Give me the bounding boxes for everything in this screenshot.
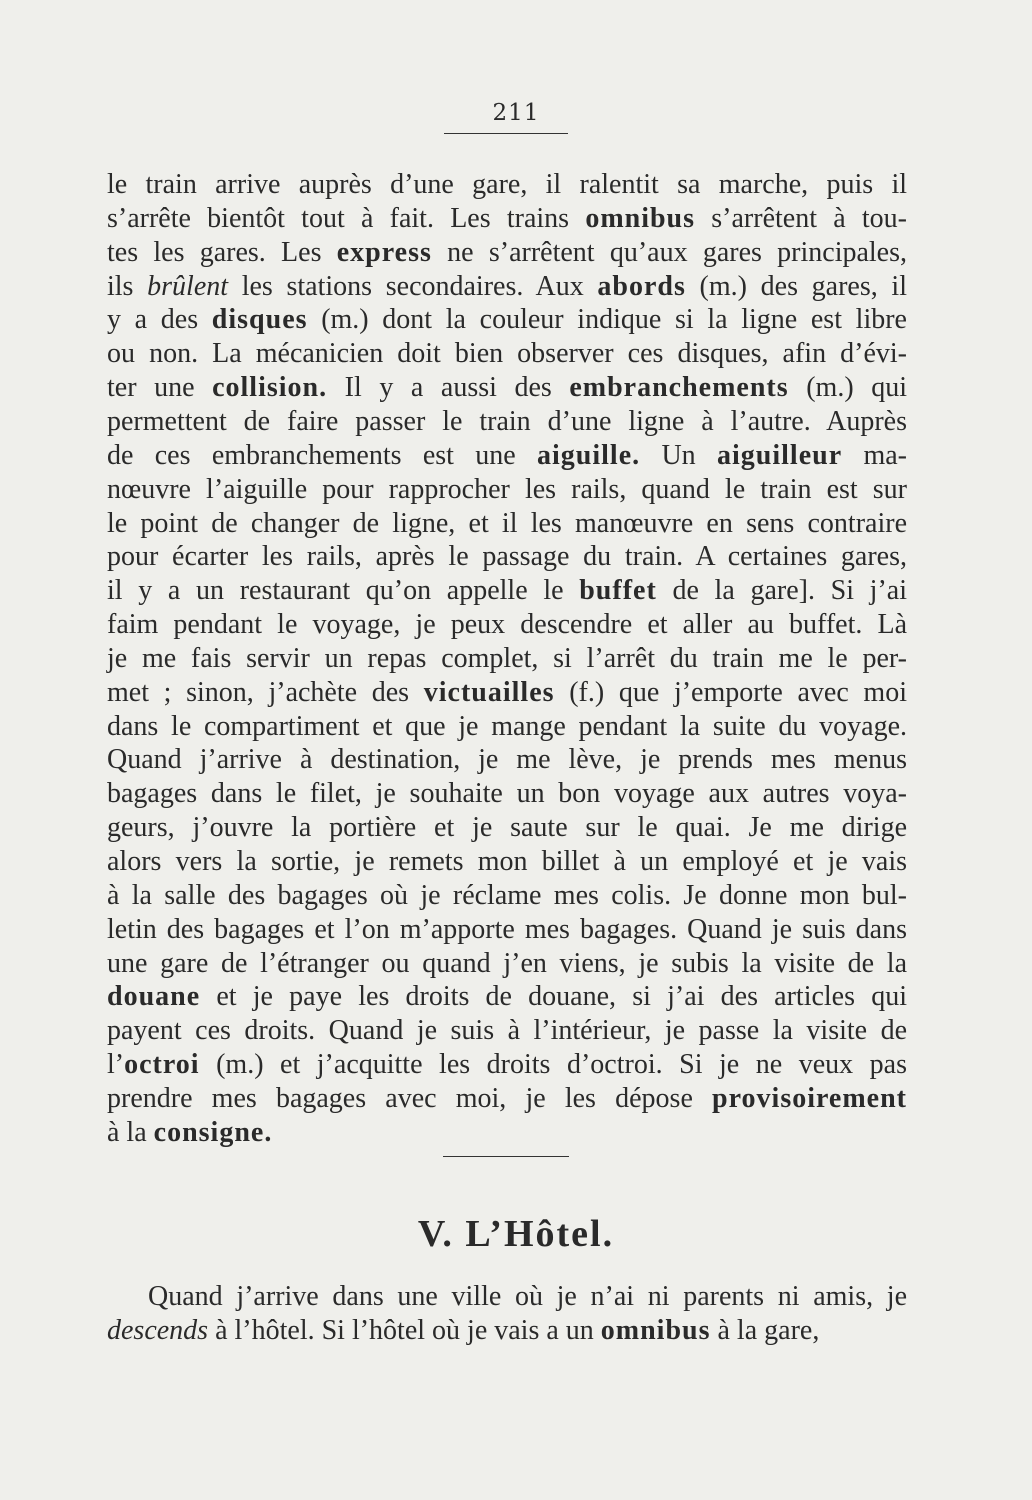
bold-term: aiguilleur (717, 439, 843, 471)
text-run: tes les gares. Les (107, 236, 337, 268)
text-run: bagages dans le filet, je souhaite un bon voyage aux autres voya- (107, 778, 907, 810)
text-run: prendre mes bagages avec moi, je les dépose (107, 1082, 713, 1114)
text-run: (m.) des gares, il (685, 270, 907, 302)
text-line (107, 337, 907, 371)
text-run: les stations secondaires. Aux (228, 270, 598, 302)
text-line (107, 540, 907, 574)
italic-term: brûlent (147, 270, 229, 302)
text-run: dans le compartiment et que je mange pendant la suite du voyage. (107, 710, 907, 742)
text-line (107, 980, 907, 1014)
text-line (107, 303, 907, 337)
bold-term: express (336, 236, 432, 268)
bold-term: omnibus (585, 202, 696, 234)
text-run: pour écarter les rails, après le passage du train. A certaines gares, (107, 541, 907, 573)
text-run: ma- (842, 439, 907, 471)
text-line (107, 947, 907, 981)
bold-term: embranchements (569, 372, 789, 404)
text-run: et je paye les droits de douane, si j’ai des articles qui (200, 981, 907, 1013)
text-line (107, 879, 907, 913)
text-line (107, 270, 907, 304)
text-line (107, 1082, 907, 1116)
text-line (107, 507, 907, 541)
bold-term: collision. (212, 372, 328, 404)
bold-term: abords (597, 270, 686, 302)
text-line (107, 1014, 907, 1048)
text-run: y a des (107, 304, 212, 336)
text-run: le train arrive auprès d’une gare, il ralentit sa marche, puis il (107, 169, 907, 200)
text-run: le point de changer de ligne, et il les manœuvre en sens contraire (107, 507, 907, 539)
text-run: met ; sinon, j’achète des (107, 676, 424, 708)
text-line (107, 743, 907, 777)
text-line (107, 1116, 907, 1150)
text-run: Un (640, 439, 718, 471)
text-run: (m.) dont la couleur indique si la ligne est libre (307, 304, 907, 336)
text-line (107, 168, 907, 202)
text-run: une gare de l’étranger ou quand j’en viens, je subis la visite de la (107, 947, 907, 979)
text-line (107, 405, 907, 439)
text-run: à la (107, 1116, 154, 1148)
text-run: je me fais servir un repas complet, si l’arrêt du train me le per- (107, 642, 907, 674)
text-run: geurs, j’ouvre la portière et je saute sur le quai. Je me dirige (107, 812, 907, 844)
text-run: Quand j’arrive à destination, je me lève, je prends mes menus (107, 744, 907, 776)
text-run: ter une (107, 372, 213, 404)
bold-term: disques (211, 304, 308, 336)
text-line (107, 473, 907, 507)
text-line (107, 574, 907, 608)
italic-term: descends (107, 1315, 209, 1346)
text-line (107, 642, 907, 676)
text-line (107, 1048, 907, 1082)
text-run: (m.) qui (788, 372, 907, 404)
text-line (107, 202, 907, 236)
text-run: de ces embranchements est une (107, 439, 538, 471)
text-run: Quand j’arrive dans une ville où je n’ai ni parents ni amis, je (148, 1281, 907, 1312)
text-run: s’arrêtent à tou- (695, 202, 907, 234)
bold-term: victuailles (423, 676, 555, 708)
text-run: à la gare, (710, 1315, 820, 1346)
text-run: s’arrête bientôt tout à fait. Les trains (107, 202, 586, 234)
text-run: Il y a aussi des (327, 372, 570, 404)
bold-term: buffet (579, 575, 657, 607)
section-divider (443, 1156, 569, 1157)
text-run: à la salle des bagages où je réclame mes colis. Je donne mon bul- (107, 879, 907, 911)
text-line (107, 371, 907, 405)
bold-term: provisoirement (712, 1082, 907, 1114)
text-run: à l’hôtel. Si l’hôtel où je vais a un (208, 1315, 601, 1346)
section-title: V. L’Hôtel. (417, 1213, 615, 1255)
bold-term: aiguille. (537, 439, 641, 471)
text-run: faim pendant le voyage, je peux descendre et aller au buffet. Là (107, 609, 907, 641)
text-run: il y a un restaurant qu’on appelle le (107, 575, 580, 607)
text-run: letin des bagages et l’on m’apporte mes bagages. Quand je suis dans (107, 913, 907, 945)
text-run: (f.) que j’emporte avec moi (554, 676, 907, 708)
text-run: alors vers la sortie, je remets mon billet à un employé et je vais (107, 846, 907, 877)
text-line (107, 439, 907, 473)
text-run: ou non. La mécanicien doit bien observer ces disques, afin d’évi- (107, 338, 907, 370)
text-run: payent ces droits. Quand je suis à l’intérieur, je passe la visite de (107, 1015, 907, 1047)
text-line (107, 676, 907, 710)
text-run: ils (107, 270, 148, 302)
bold-term: octroi (124, 1049, 200, 1081)
text-line (107, 845, 907, 879)
text-line (107, 913, 907, 947)
bold-term: consigne. (153, 1116, 273, 1148)
text-line (107, 777, 907, 811)
bold-term: douane (107, 981, 201, 1013)
top-rule (444, 133, 568, 134)
text-run: de la gare]. Si j’ai (656, 575, 907, 607)
text-line (107, 608, 907, 642)
bold-term: omnibus (600, 1315, 711, 1346)
text-run: nœuvre l’aiguille pour rapprocher les rails, quand le train est sur (107, 473, 907, 505)
text-run: l’ (107, 1049, 125, 1081)
text-line (107, 236, 907, 270)
page-number: 211 (492, 100, 540, 126)
text-run: permettent de faire passer le train d’une ligne à l’autre. Auprès (107, 405, 907, 437)
text-line (107, 811, 907, 845)
text-line (107, 1314, 907, 1348)
text-line (107, 710, 907, 744)
text-run: (m.) et j’acquitte les droits d’octroi. Si je ne veux pas (199, 1049, 907, 1081)
text-line (148, 1280, 907, 1314)
text-run: ne s’arrêtent qu’aux gares principales, (431, 236, 907, 268)
